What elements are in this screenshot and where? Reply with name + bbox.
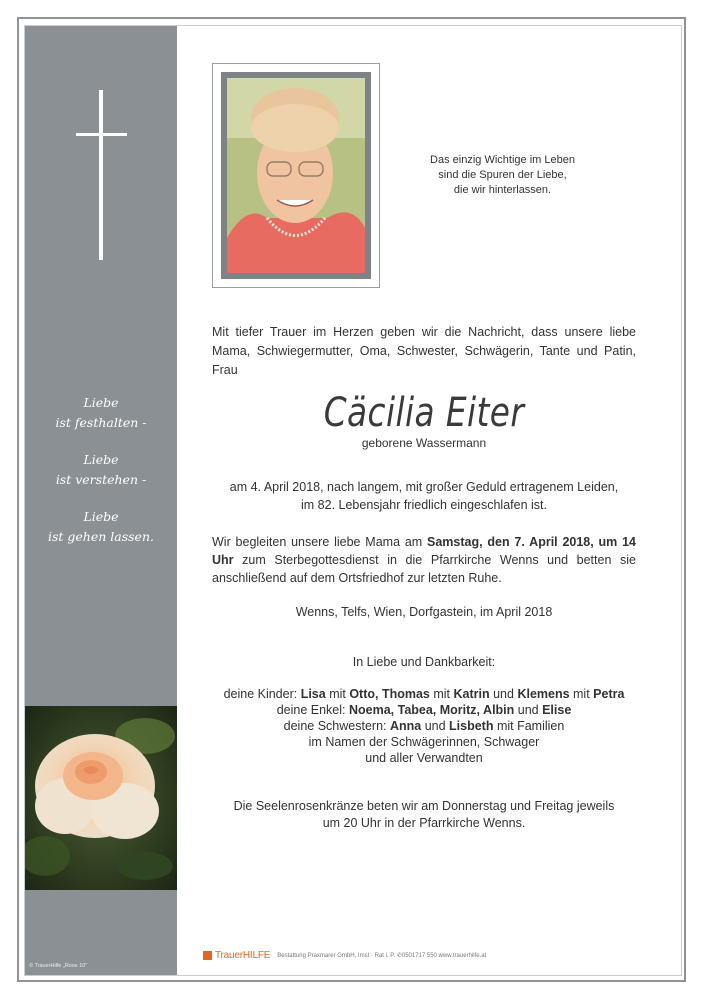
memorial-quote <box>395 153 610 198</box>
funeral-info <box>212 533 636 587</box>
deceased-name: Cäcilia Eiter <box>323 390 525 436</box>
family-children <box>212 686 636 702</box>
quote-line: die wir hinterlassen. <box>453 184 552 196</box>
footer-text: Bestattung Praxmarer GmbH, Imst · Rat i. P. ✆0501717 550 www.trauerhilfe.at <box>277 953 487 959</box>
poem-stanza <box>25 450 177 490</box>
death-line: am 4. April 2018, nach langem, mit großer Geduld ertragenem Leiden, <box>229 480 619 494</box>
poem-line: Liebe <box>83 452 119 467</box>
portrait-photo <box>227 78 365 273</box>
footer <box>203 950 486 961</box>
family-member: Otto, Thomas <box>349 687 430 701</box>
sidebar-poem <box>25 393 177 564</box>
family-connector: mit <box>429 687 454 701</box>
place-date: Wenns, Telfs, Wien, Dorfgastein, im April 2018 <box>295 605 553 619</box>
family-label: deine Enkel: <box>276 703 349 717</box>
funeral-text: Wir begleiten unsere liebe Mama am <box>212 535 428 549</box>
family-connector: und <box>489 687 518 701</box>
cross-icon-bar <box>76 133 127 136</box>
family-member: Klemens <box>517 687 570 701</box>
poem-line: ist festhalten - <box>55 415 147 430</box>
family-label: deine Schwestern: <box>283 719 390 733</box>
death-notice <box>212 478 636 514</box>
family-grandchildren <box>212 702 636 718</box>
rose-image <box>25 706 177 890</box>
maiden-name: geborene Wassermann <box>361 436 487 450</box>
quote-line: sind die Spuren der Liebe, <box>438 169 567 181</box>
family-member: Elise <box>542 703 572 717</box>
footer-logo-text: TrauerHILFE <box>215 950 271 961</box>
family-member: Lisbeth <box>449 719 494 733</box>
intro-line-1: Mit tiefer Trauer im Herzen geben wir die Nachricht, dass unsere liebe <box>212 325 636 339</box>
portrait-mat <box>221 72 371 279</box>
rosary-line: um 20 Uhr in der Pfarrkirche Wenns. <box>322 816 526 830</box>
family-connector: mit Familien <box>493 719 565 733</box>
poem-line: ist gehen lassen. <box>48 529 154 544</box>
family-member: Katrin <box>453 687 490 701</box>
quote-line: Das einzig Wichtige im Leben <box>430 154 575 166</box>
family-line: im Namen der Schwägerinnen, Schwager <box>308 735 540 749</box>
image-credit: © TrauerHilfe „Rose 10" <box>29 963 88 969</box>
family-connector: und <box>514 703 543 717</box>
family-siblings <box>212 718 636 734</box>
family-connector: mit <box>569 687 594 701</box>
rosary-line: Die Seelenrosenkränze beten wir am Donnerstag und Freitag jeweils <box>233 799 615 813</box>
poem-line: Liebe <box>83 509 119 524</box>
portrait-frame <box>212 63 380 288</box>
funeral-text: zum Sterbegottesdienst in die Pfarrkirche Wenns und betten sie anschließend auf dem Ortsfriedhof zur letzten Ruhe. <box>212 553 636 585</box>
trauerhilfe-logo-icon <box>203 951 212 960</box>
poem-stanza <box>25 507 177 547</box>
poem-line: Liebe <box>83 395 119 410</box>
family-label: deine Kinder: <box>223 687 301 701</box>
family-member: Petra <box>593 687 625 701</box>
rosary-notice <box>212 798 636 832</box>
family-line: und aller Verwandten <box>365 751 483 765</box>
family-member: Noema, Tabea, Moritz, Albin <box>348 703 515 717</box>
family-connector: mit <box>325 687 350 701</box>
funeral-datetime: Samstag, den 7. April 2018, um 14 Uhr <box>212 535 636 567</box>
family-connector: und <box>421 719 450 733</box>
death-line: im 82. Lebensjahr friedlich eingeschlafen ist. <box>301 498 547 512</box>
poem-stanza <box>25 393 177 433</box>
thanks-heading: In Liebe und Dankbarkeit: <box>352 655 496 669</box>
family-member: Lisa <box>300 687 326 701</box>
cross-icon <box>99 90 103 260</box>
family-list <box>212 686 636 766</box>
family-member: Anna <box>389 719 422 733</box>
intro-line-2: Mama, Schwiegermutter, Oma, Schwester, Schwägerin, Tante und Patin, Frau <box>212 344 636 377</box>
poem-line: ist verstehen - <box>55 472 147 487</box>
